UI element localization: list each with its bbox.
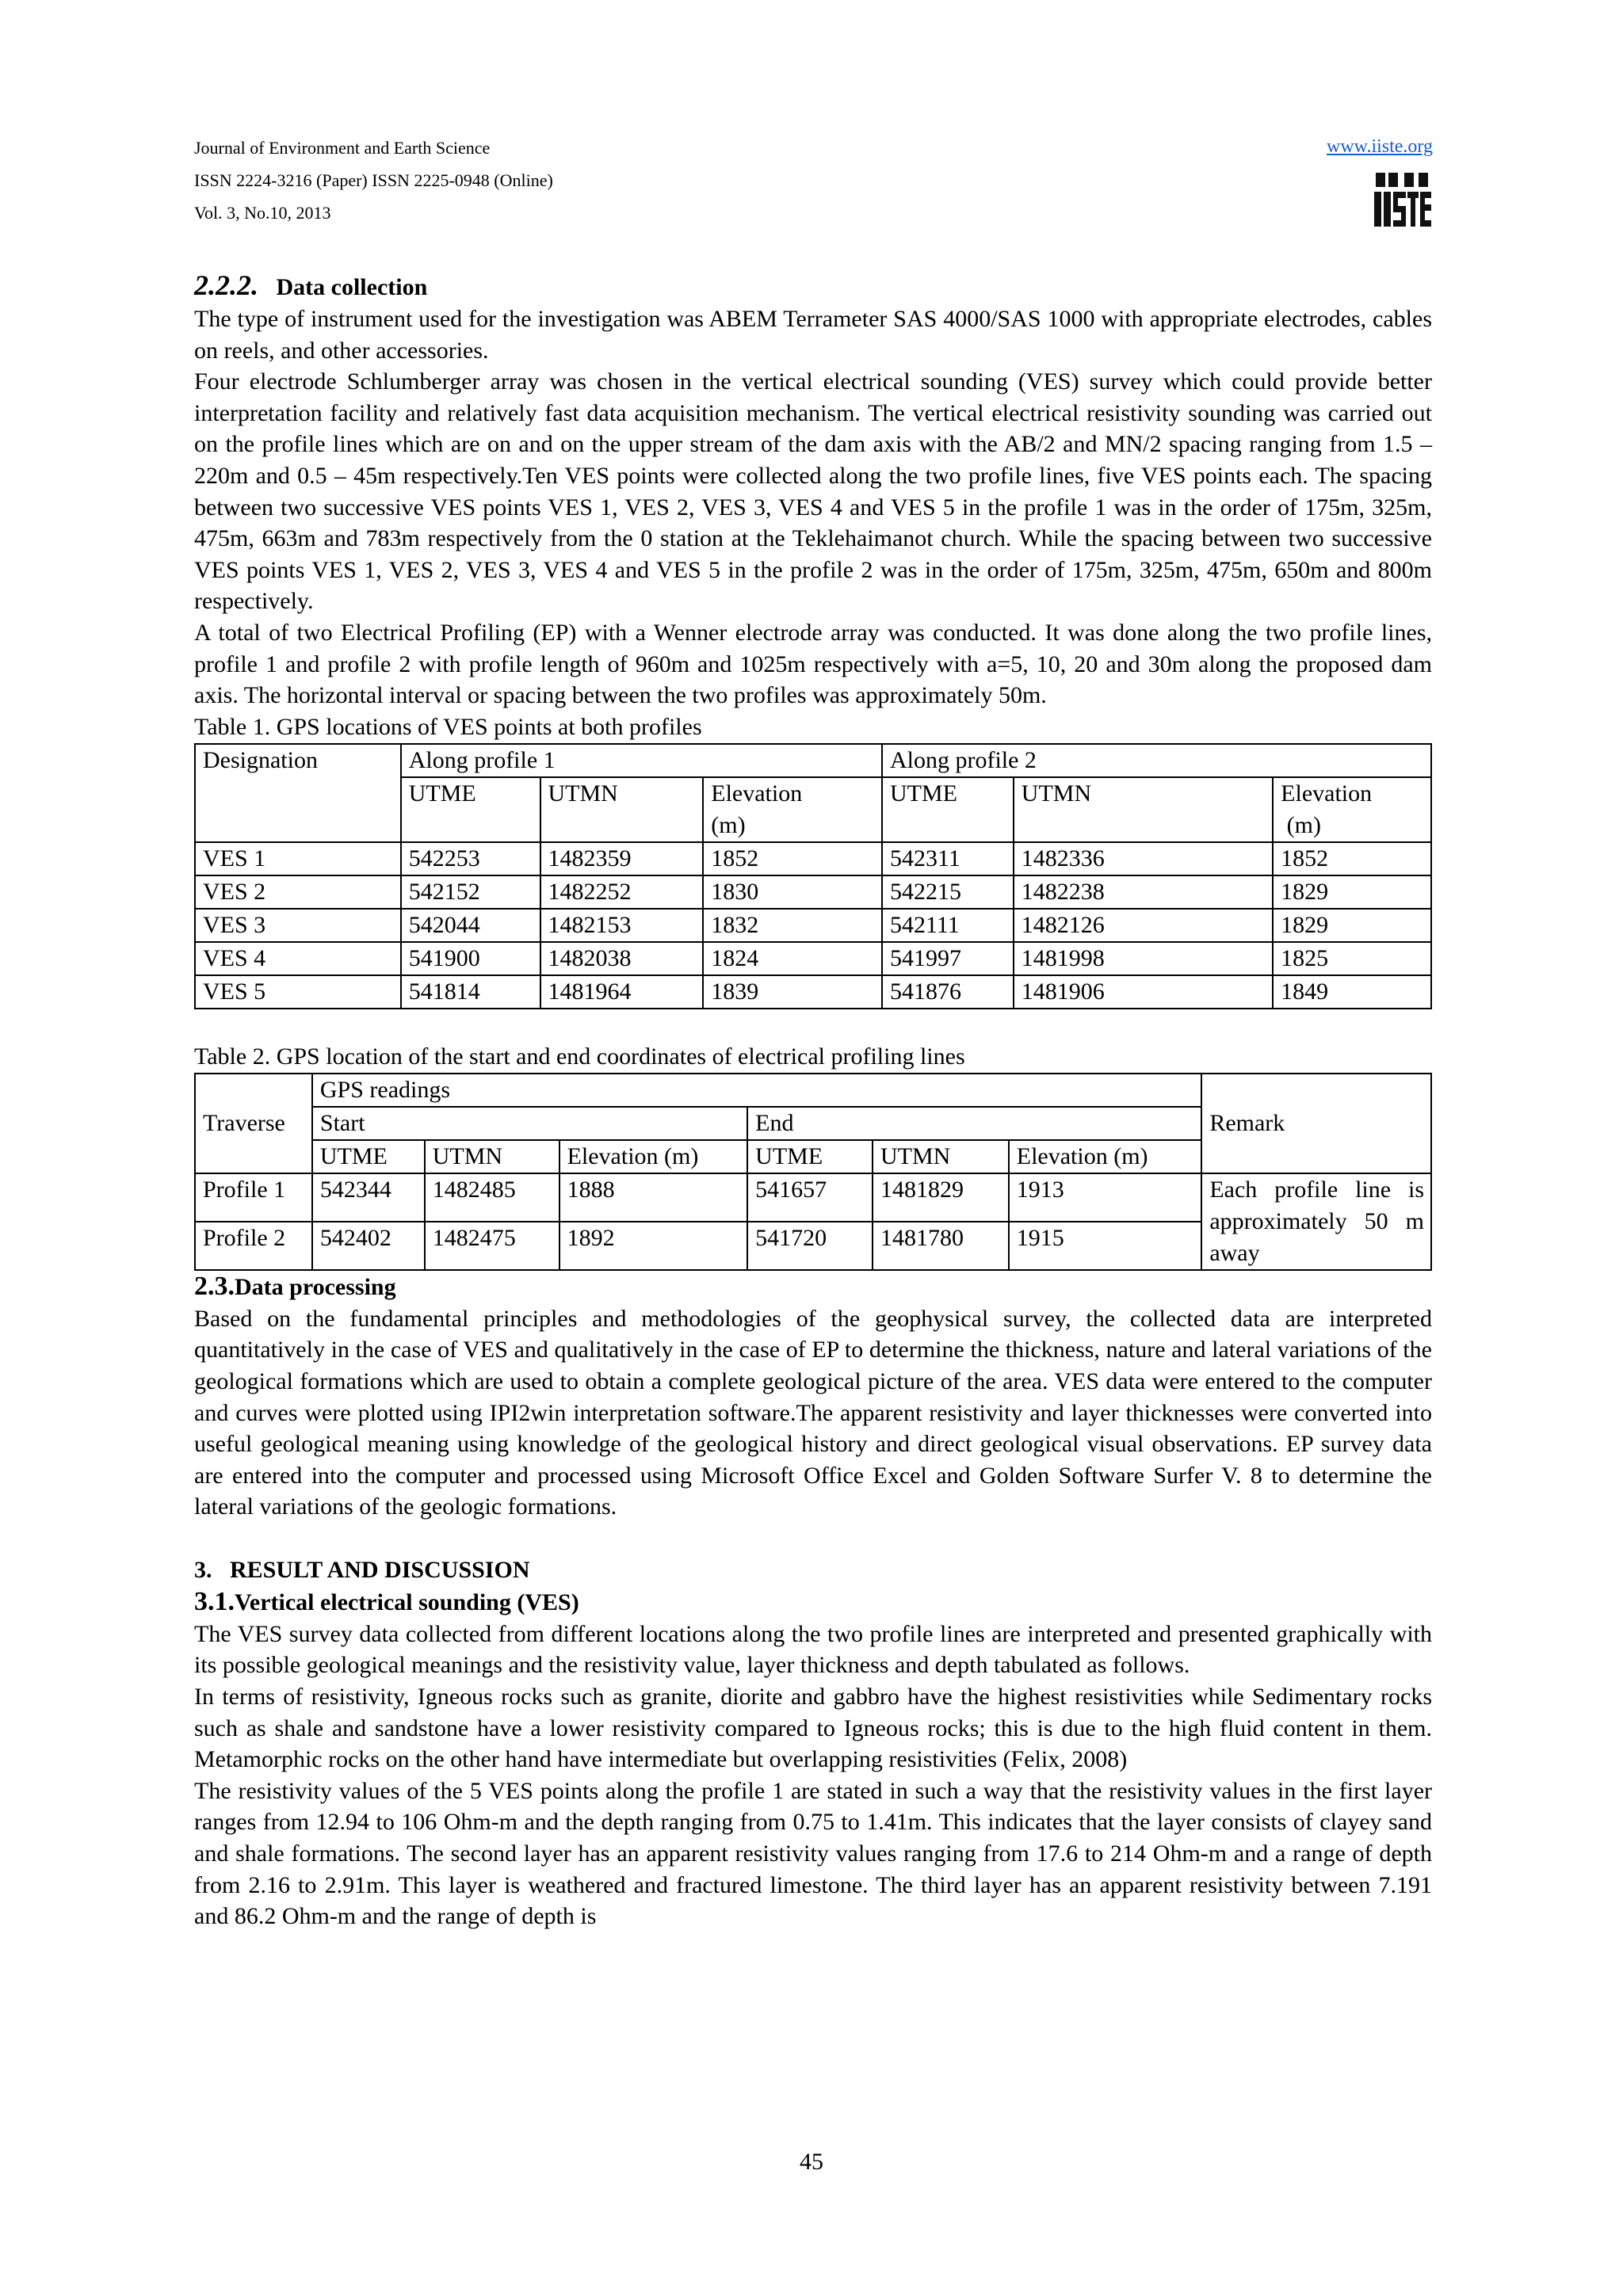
table-cell: 1481780: [873, 1222, 1009, 1270]
table-cell: 542311: [882, 842, 1014, 875]
table-header: Traverse: [195, 1074, 312, 1173]
section-heading-3-1: [194, 1586, 1432, 1619]
table-header: UTMN: [1014, 777, 1273, 842]
table1: [194, 743, 1432, 1009]
paragraph: Four electrode Schlumberger array was chosen in the vertical electrical sounding (VES) survey which could provide better interpretation facility and relatively fast data acquisition mechanism. The vertical electrical resistivity sounding was carried out on the profile lines which are on and on the upper stream of the dam axis with the AB/2 and MN/2 spacing ranging from 1.5 – 220m and 0.5 – 45m respectively.Ten VES points were collected along the two profile lines, five VES points each. The spacing between two successive VES points VES 1, VES 2, VES 3, VES 4 and VES 5 in the profile 1 was in the order of 175m, 325m, 475m, 663m and 783m respectively from the 0 station at the Teklehaimanot church. While the spacing between two successive VES points VES 1, VES 2, VES 3, VES 4 and VES 5 in the profile 2 was in the order of 175m, 325m, 475m, 650m and 800m respectively.: [194, 368, 1432, 615]
issn-line: ISSN 2224-3216 (Paper) ISSN 2225-0948 (Online): [194, 170, 553, 190]
table-row: [195, 875, 1431, 909]
paragraph: A total of two Electrical Profiling (EP) with a Wenner electrode array was conducted. It was done along the two profile lines, profile 1 and profile 2 with profile length of 960m and 1025m respectively with a=5, 10, 20 and 30m along the proposed dam axis. The horizontal interval or spacing between the two profiles was approximately 50m.: [194, 619, 1432, 709]
section-heading-2-3: [194, 1271, 1432, 1303]
table-header: UTMN: [540, 777, 704, 842]
table-cell: 1829: [1273, 909, 1431, 942]
table-cell: 1839: [703, 975, 882, 1009]
table-cell: 1824: [703, 942, 882, 975]
header-line: Elevation: [711, 780, 803, 807]
table-cell: VES 2: [195, 875, 401, 909]
table2: [194, 1073, 1432, 1271]
table-header: GPS readings: [312, 1074, 1201, 1107]
table-cell: 541997: [882, 942, 1014, 975]
table-cell: 1830: [703, 875, 882, 909]
table-cell: 1852: [1273, 842, 1431, 875]
table-header: [1273, 777, 1431, 842]
section-heading-2-2-2: [194, 269, 1432, 303]
table-cell: 1832: [703, 909, 882, 942]
table-cell: 1481906: [1014, 975, 1273, 1009]
section-title: Vertical electrical sounding (VES): [235, 1589, 579, 1615]
table2-caption: Table 2. GPS location of the start and end coordinates of electrical profiling lines: [194, 1043, 965, 1070]
table-cell: 1482336: [1014, 842, 1273, 875]
table-header: End: [747, 1107, 1201, 1140]
table-cell: 1482359: [540, 842, 704, 875]
table-row: [195, 909, 1431, 942]
table-cell: VES 1: [195, 842, 401, 875]
table-row: [195, 842, 1431, 875]
table-cell: 541720: [747, 1222, 873, 1270]
table-cell: 1482475: [425, 1222, 559, 1270]
table-header: Along profile 1: [401, 744, 882, 777]
table-header: Along profile 2: [882, 744, 1431, 777]
table-cell: 541814: [401, 975, 540, 1009]
section-number: 3.1.: [194, 1586, 235, 1616]
table-cell: 542253: [401, 842, 540, 875]
table-cell: VES 5: [195, 975, 401, 1009]
table-cell: 1482238: [1014, 875, 1273, 909]
table-header: [703, 777, 882, 842]
journal-title: Journal of Environment and Earth Science: [194, 138, 491, 158]
paragraph: The VES survey data collected from different locations along the two profile lines are interpreted and presented graphically with its possible geological meanings and the resistivity value, layer thickness and depth tabulated as follows.: [194, 1620, 1432, 1679]
table1-caption: Table 1. GPS locations of VES points at both profiles: [194, 713, 702, 740]
header-line: Elevation: [1281, 780, 1373, 807]
paragraph: Based on the fundamental principles and methodologies of the geophysical survey, the collected data are interpreted quantitatively in the case of VES and qualitatively in the case of EP to determine the thickness, nature and lateral variations of the geological formations which are used to obtain a complete geological picture of the area. VES data were entered to the computer and curves were plotted using IPI2win interpretation software.The apparent resistivity and layer thicknesses were converted into useful geological meaning using knowledge of the geological history and direct geological visual observations. EP survey data are entered into the computer and processed using Microsoft Office Excel and Golden Software Surfer V. 8 to determine the lateral variations of the geologic formations.: [194, 1305, 1432, 1520]
page-body: [194, 269, 1432, 1932]
table-header: UTMN: [425, 1140, 559, 1173]
page-number: 45: [800, 2149, 823, 2175]
table-cell: 542111: [882, 909, 1014, 942]
table-cell: 542402: [312, 1222, 425, 1270]
table-cell: Profile 1: [195, 1173, 312, 1222]
table-cell: 1892: [559, 1222, 748, 1270]
table-cell: 542344: [312, 1173, 425, 1222]
iiste-logo: [1374, 173, 1431, 234]
table-header: Elevation (m): [559, 1140, 748, 1173]
paragraph: In terms of resistivity, Igneous rocks such as granite, diorite and gabbro have the highest resistivities while Sedimentary rocks such as shale and sandstone have a lower resistivity compared to Igneous rocks; this is due to the high fluid content in them. Metamorphic rocks on the other hand have intermediate but overlapping resistivities (Felix, 2008): [194, 1684, 1432, 1773]
table-cell: 1481829: [873, 1173, 1009, 1222]
table-header: UTMN: [873, 1140, 1009, 1173]
table-cell: 1481998: [1014, 942, 1273, 975]
table-cell: 542044: [401, 909, 540, 942]
table-cell: 1482126: [1014, 909, 1273, 942]
section-title: RESULT AND DISCUSSION: [230, 1556, 530, 1583]
section-number: 2.3.: [194, 1271, 235, 1301]
table-cell: 1482153: [540, 909, 704, 942]
table-cell: 1915: [1009, 1222, 1202, 1270]
table-cell: 1829: [1273, 875, 1431, 909]
table-cell: 1825: [1273, 942, 1431, 975]
volume-line: Vol. 3, No.10, 2013: [194, 203, 331, 223]
section-number: 3.: [194, 1556, 212, 1583]
table-header: UTME: [882, 777, 1014, 842]
table-cell: 1482252: [540, 875, 704, 909]
website-link[interactable]: www.iiste.org: [1327, 136, 1433, 157]
table-cell: 1481964: [540, 975, 704, 1009]
paragraph: The resistivity values of the 5 VES points along the profile 1 are stated in such a way that the resistivity values in the first layer ranges from 12.94 to 106 Ohm-m and the depth ranging from 0.75 to 1.41m. This indicates that the layer consists of clayey sand and shale formations. The second layer has an apparent resistivity values ranging from 17.6 to 214 Ohm-m and a range of depth from 2.16 to 2.91m. This layer is weathered and fractured limestone. The third layer has an apparent resistivity between 7.191 and 86.2 Ohm-m and the range of depth is: [194, 1777, 1432, 1930]
table-cell: VES 4: [195, 942, 401, 975]
table-cell: 541900: [401, 942, 540, 975]
table-cell: 1482485: [425, 1173, 559, 1222]
table-header: UTME: [401, 777, 540, 842]
paragraph: The type of instrument used for the investigation was ABEM Terrameter SAS 4000/SAS 1000 with appropriate electrodes, cables on reels, and other accessories.: [194, 306, 1432, 364]
header-line: (m): [711, 811, 746, 838]
table-row: [195, 975, 1431, 1009]
table-header: Elevation (m): [1009, 1140, 1202, 1173]
remark-cell: Each profile line is approximately 50 m away: [1201, 1173, 1431, 1270]
table-row: [195, 942, 1431, 975]
table-cell: 542152: [401, 875, 540, 909]
table-cell: Profile 2: [195, 1222, 312, 1270]
table-cell: 541657: [747, 1173, 873, 1222]
table-header: UTME: [312, 1140, 425, 1173]
table-cell: 1852: [703, 842, 882, 875]
table-cell: 1888: [559, 1173, 748, 1222]
table-header: UTME: [747, 1140, 873, 1173]
header-line: (m): [1286, 811, 1321, 838]
table-cell: 542215: [882, 875, 1014, 909]
table-cell: VES 3: [195, 909, 401, 942]
table-header: Start: [312, 1107, 747, 1140]
section-title: Data collection: [276, 274, 428, 300]
table-cell: 1849: [1273, 975, 1431, 1009]
table-row: [195, 1173, 1431, 1222]
table-cell: 1913: [1009, 1173, 1202, 1222]
table-cell: 541876: [882, 975, 1014, 1009]
table-header: Remark: [1201, 1074, 1431, 1173]
section-number: 2.2.2.: [194, 269, 258, 301]
table-header: Designation: [195, 744, 401, 842]
table-cell: 1482038: [540, 942, 704, 975]
section-title: Data processing: [235, 1273, 396, 1300]
section-heading-3: [194, 1554, 1432, 1586]
